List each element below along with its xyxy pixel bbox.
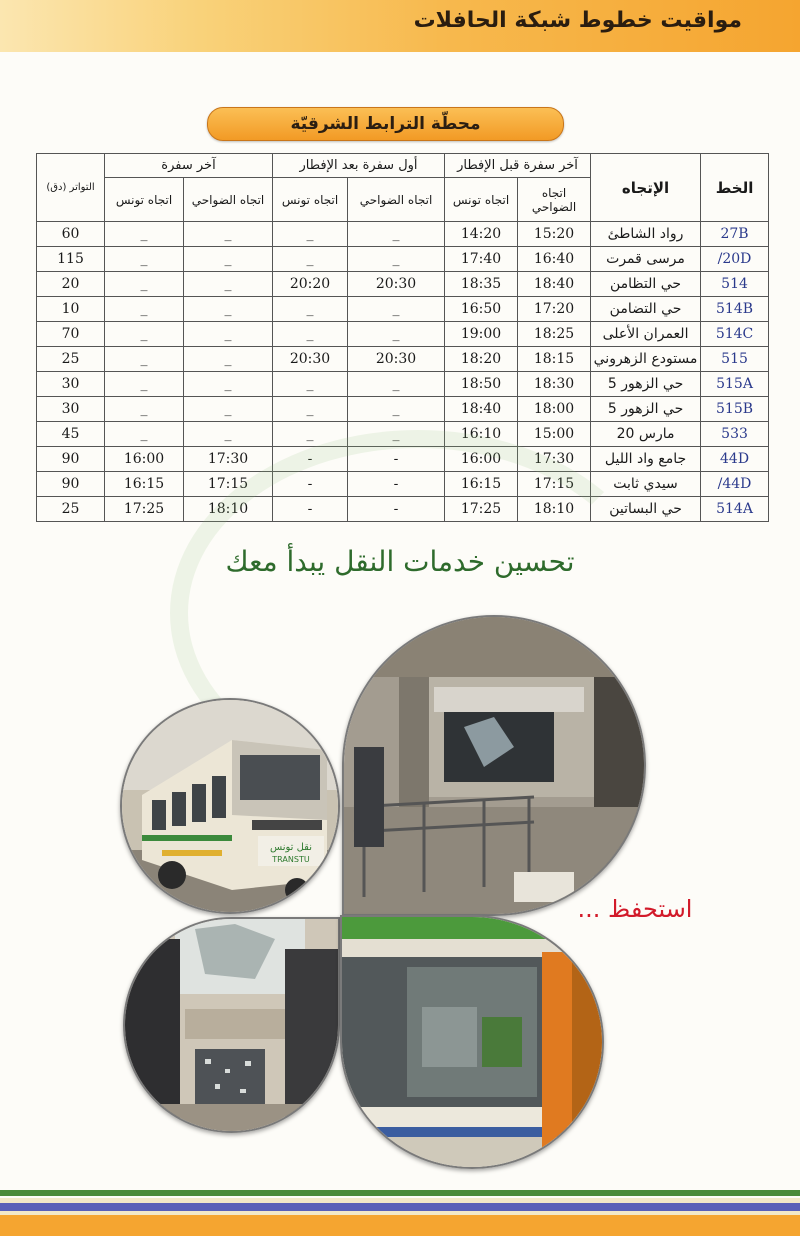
bus-logo-latin: TRANSTU bbox=[272, 855, 310, 864]
table-row bbox=[37, 247, 769, 272]
cell-last-tunis: _ bbox=[105, 272, 184, 297]
cell-frequency: 45 bbox=[37, 422, 105, 447]
cell-line: 515B bbox=[701, 397, 769, 422]
header-frequency: التواتر (دق) bbox=[37, 154, 105, 222]
stamp-text: استحفظ ... bbox=[577, 895, 693, 923]
cell-last-suburbs: _ bbox=[184, 247, 273, 272]
cell-after-iftar-tunis: _ bbox=[273, 297, 348, 322]
cell-direction: رواد الشاطئ bbox=[591, 222, 701, 247]
cell-last-tunis: 17:25 bbox=[105, 497, 184, 522]
cell-line: 515A bbox=[701, 372, 769, 397]
cell-before-iftar-tunis: 18:40 bbox=[445, 397, 518, 422]
subheader-tunis: اتجاه تونس bbox=[273, 178, 348, 222]
cell-direction: حي البساتين bbox=[591, 497, 701, 522]
photo-kiosk bbox=[342, 615, 646, 916]
cell-last-tunis: _ bbox=[105, 397, 184, 422]
cell-after-iftar-suburbs: - bbox=[348, 472, 445, 497]
cell-last-tunis: _ bbox=[105, 422, 184, 447]
cell-before-iftar-tunis: 18:35 bbox=[445, 272, 518, 297]
cell-last-suburbs: 17:15 bbox=[184, 472, 273, 497]
cell-last-suburbs: 17:30 bbox=[184, 447, 273, 472]
slogan: تحسين خدمات النقل يبدأ معك bbox=[225, 545, 575, 578]
subheader-suburbs: اتجاه الضواحي bbox=[518, 178, 591, 222]
cell-frequency: 20 bbox=[37, 272, 105, 297]
subheader-tunis: اتجاه تونس bbox=[105, 178, 184, 222]
cell-last-suburbs: _ bbox=[184, 397, 273, 422]
cell-after-iftar-tunis: 20:20 bbox=[273, 272, 348, 297]
page-title: مواقيت خطوط شبكة الحافلات bbox=[413, 8, 742, 33]
cell-before-iftar-tunis: 17:25 bbox=[445, 497, 518, 522]
cell-after-iftar-suburbs: 20:30 bbox=[348, 272, 445, 297]
cell-frequency: 30 bbox=[37, 397, 105, 422]
table-row bbox=[37, 322, 769, 347]
footer-stripe-orange bbox=[0, 1215, 800, 1236]
cell-after-iftar-tunis: - bbox=[273, 497, 348, 522]
cell-direction: مارس 20 bbox=[591, 422, 701, 447]
cell-direction: جامع واد الليل bbox=[591, 447, 701, 472]
cell-line: 44D bbox=[701, 447, 769, 472]
cell-frequency: 10 bbox=[37, 297, 105, 322]
cell-after-iftar-suburbs: _ bbox=[348, 322, 445, 347]
cell-frequency: 90 bbox=[37, 472, 105, 497]
cell-last-tunis: _ bbox=[105, 297, 184, 322]
cell-last-tunis: _ bbox=[105, 322, 184, 347]
cell-last-tunis: _ bbox=[105, 247, 184, 272]
cell-direction: حي التظامن bbox=[591, 272, 701, 297]
cell-last-suburbs: _ bbox=[184, 422, 273, 447]
cell-direction: حي الزهور 5 bbox=[591, 397, 701, 422]
cell-before-iftar-suburbs: 18:10 bbox=[518, 497, 591, 522]
cell-line: 515 bbox=[701, 347, 769, 372]
cell-before-iftar-suburbs: 18:40 bbox=[518, 272, 591, 297]
cell-after-iftar-tunis: - bbox=[273, 447, 348, 472]
cell-line: 514 bbox=[701, 272, 769, 297]
header-line: الخط bbox=[701, 154, 769, 222]
cell-after-iftar-tunis: _ bbox=[273, 322, 348, 347]
cell-last-suburbs: _ bbox=[184, 372, 273, 397]
cell-before-iftar-tunis: 16:50 bbox=[445, 297, 518, 322]
cell-line: 533 bbox=[701, 422, 769, 447]
cell-last-suburbs: 18:10 bbox=[184, 497, 273, 522]
cell-frequency: 115 bbox=[37, 247, 105, 272]
cell-before-iftar-tunis: 16:10 bbox=[445, 422, 518, 447]
cell-direction: مستودع الزهروني bbox=[591, 347, 701, 372]
cell-before-iftar-tunis: 16:00 bbox=[445, 447, 518, 472]
cell-last-tunis: 16:00 bbox=[105, 447, 184, 472]
cell-after-iftar-tunis: _ bbox=[273, 397, 348, 422]
cell-direction: مرسى قمرت bbox=[591, 247, 701, 272]
photo-broken-window bbox=[123, 917, 340, 1133]
cell-before-iftar-suburbs: 15:00 bbox=[518, 422, 591, 447]
station-title: محطّة الترابط الشرقيّة bbox=[207, 107, 564, 141]
cell-direction: سيدي ثابت bbox=[591, 472, 701, 497]
cell-before-iftar-suburbs: 17:30 bbox=[518, 447, 591, 472]
cell-line: 514C bbox=[701, 322, 769, 347]
cell-line: 20D/ bbox=[701, 247, 769, 272]
cell-before-iftar-suburbs: 18:25 bbox=[518, 322, 591, 347]
cell-frequency: 30 bbox=[37, 372, 105, 397]
table-row bbox=[37, 222, 769, 247]
cell-before-iftar-tunis: 17:40 bbox=[445, 247, 518, 272]
cell-last-suburbs: _ bbox=[184, 272, 273, 297]
cell-after-iftar-suburbs: _ bbox=[348, 297, 445, 322]
cell-after-iftar-tunis: _ bbox=[273, 422, 348, 447]
table-row bbox=[37, 397, 769, 422]
table-row bbox=[37, 297, 769, 322]
cell-direction: حي التضامن bbox=[591, 297, 701, 322]
cell-before-iftar-tunis: 18:20 bbox=[445, 347, 518, 372]
cell-direction: حي الزهور 5 bbox=[591, 372, 701, 397]
cell-last-tunis: _ bbox=[105, 347, 184, 372]
cell-last-suburbs: _ bbox=[184, 322, 273, 347]
cell-before-iftar-tunis: 19:00 bbox=[445, 322, 518, 347]
cell-after-iftar-tunis: _ bbox=[273, 247, 348, 272]
cell-last-tunis: _ bbox=[105, 372, 184, 397]
cell-before-iftar-tunis: 16:15 bbox=[445, 472, 518, 497]
photo-bus-interior bbox=[340, 915, 604, 1169]
table-row bbox=[37, 372, 769, 397]
cell-after-iftar-tunis: 20:30 bbox=[273, 347, 348, 372]
cell-after-iftar-suburbs: _ bbox=[348, 222, 445, 247]
cell-last-suburbs: _ bbox=[184, 297, 273, 322]
cell-frequency: 60 bbox=[37, 222, 105, 247]
photo-bus-exterior bbox=[120, 698, 340, 914]
header-after-iftar: أول سفرة بعد الإفطار bbox=[273, 154, 445, 178]
cell-before-iftar-suburbs: 17:15 bbox=[518, 472, 591, 497]
footer-stripe-green bbox=[0, 1190, 800, 1196]
table-row bbox=[37, 347, 769, 372]
cell-last-suburbs: _ bbox=[184, 347, 273, 372]
cell-frequency: 25 bbox=[37, 497, 105, 522]
cell-line: 514A bbox=[701, 497, 769, 522]
cell-after-iftar-suburbs: _ bbox=[348, 422, 445, 447]
cell-after-iftar-suburbs: _ bbox=[348, 247, 445, 272]
cell-line: 27B bbox=[701, 222, 769, 247]
cell-after-iftar-suburbs: 20:30 bbox=[348, 347, 445, 372]
subheader-tunis: اتجاه تونس bbox=[445, 178, 518, 222]
cell-last-suburbs: _ bbox=[184, 222, 273, 247]
cell-last-tunis: 16:15 bbox=[105, 472, 184, 497]
cell-line: 44D/ bbox=[701, 472, 769, 497]
bus-logo bbox=[258, 836, 324, 866]
cell-before-iftar-suburbs: 18:30 bbox=[518, 372, 591, 397]
table-row bbox=[37, 272, 769, 297]
cell-before-iftar-suburbs: 18:15 bbox=[518, 347, 591, 372]
cell-line: 514B bbox=[701, 297, 769, 322]
cell-direction: العمران الأعلى bbox=[591, 322, 701, 347]
cell-before-iftar-suburbs: 16:40 bbox=[518, 247, 591, 272]
header-last-trip: آخر سفرة bbox=[105, 154, 273, 178]
cell-frequency: 70 bbox=[37, 322, 105, 347]
cell-frequency: 90 bbox=[37, 447, 105, 472]
header-before-iftar: آخر سفرة قبل الإفطار bbox=[445, 154, 591, 178]
cell-after-iftar-suburbs: _ bbox=[348, 372, 445, 397]
cell-before-iftar-suburbs: 15:20 bbox=[518, 222, 591, 247]
subheader-suburbs: اتجاه الضواحي bbox=[184, 178, 273, 222]
cell-after-iftar-suburbs: _ bbox=[348, 397, 445, 422]
cell-after-iftar-suburbs: - bbox=[348, 497, 445, 522]
subheader-suburbs: اتجاه الضواحي bbox=[348, 178, 445, 222]
cell-last-tunis: _ bbox=[105, 222, 184, 247]
cell-frequency: 25 bbox=[37, 347, 105, 372]
cell-after-iftar-tunis: - bbox=[273, 472, 348, 497]
cell-before-iftar-suburbs: 17:20 bbox=[518, 297, 591, 322]
cell-after-iftar-tunis: _ bbox=[273, 372, 348, 397]
cell-before-iftar-tunis: 14:20 bbox=[445, 222, 518, 247]
cell-after-iftar-suburbs: - bbox=[348, 447, 445, 472]
bus-logo-arabic: نقل تونس bbox=[269, 842, 313, 853]
cell-before-iftar-tunis: 18:50 bbox=[445, 372, 518, 397]
footer-stripe-blue bbox=[0, 1203, 800, 1211]
cell-before-iftar-suburbs: 18:00 bbox=[518, 397, 591, 422]
cell-after-iftar-tunis: _ bbox=[273, 222, 348, 247]
header-direction: الإتجاه bbox=[591, 154, 701, 222]
